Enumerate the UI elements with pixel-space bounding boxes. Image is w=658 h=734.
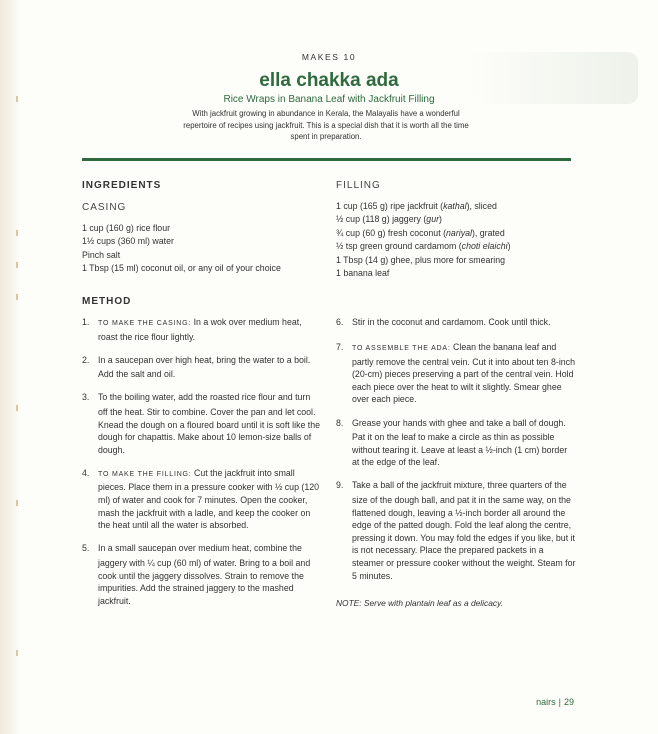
filling-item: 1 Tbsp (14 g) ghee, plus more for smearing	[336, 254, 506, 265]
method-step: 4. TO MAKE THE FILLING: Cut the jackfruit into small pieces. Place them in a pressure cooker with ½ cup (120 ml) of water and cook for 7 minutes. Open the cooker, mash the jackfruit with a ladle, and keep the cooker on the heat until all the water is absorbed.	[82, 467, 320, 531]
method-step: 2. In a saucepan over high heat, bring the water to a boil. Add the salt and oil.	[82, 354, 311, 380]
casing-list	[82, 222, 322, 276]
method-step: 1. TO MAKE THE CASING: In a wok over medium heat, roast the rice flour lightly.	[82, 317, 302, 342]
serving-note: NOTE: Serve with plantain leaf as a delicacy.	[336, 598, 503, 608]
recipe-intro: With jackfruit growing in abundance in Kerala, the Malayalis have a wonderful repertoire of recipes using jackfruit. This is a special dish that it is worth all the time spent in preparation.	[183, 109, 469, 141]
method-step: 9. Take a ball of the jackfruit mixture, three quarters of the size of the dough ball, and pat it in the same way, on the flattened dough, leaving a ½-inch border all around the edge of the patted dough. Fold the leaf along the centre, pressing it down. You may fold the edges if you like, but it is not necessary. Place the prepared packets in a steamer or pressure cooker without the weight. Steam for 5 minutes.	[336, 480, 576, 581]
filling-item: ½ tsp green ground cardamom (choti elaichi)	[336, 241, 511, 252]
filling-item: ¾ cup (60 g) fresh coconut (nariyal), grated	[336, 227, 505, 238]
filling-item: 1 cup (165 g) ripe jackfruit (kathal), sliced	[336, 201, 497, 211]
method-heading: METHOD	[82, 296, 132, 307]
filling-list	[336, 200, 576, 280]
page-footer: nairs | 29	[536, 697, 574, 707]
makes-count: MAKES 10	[301, 52, 357, 62]
method-step: 8. Grease your hands with ghee and take a ball of dough. Pat it on the leaf to make a circle as thin as possible without tearing it. Leave at least a ½-inch (1 cm) border at the edge of the leaf.	[336, 417, 568, 468]
page-binding-edge	[0, 0, 20, 734]
header-divider	[82, 158, 571, 161]
method-step: 6. Stir in the coconut and cardamom. Cook until thick.	[336, 317, 551, 327]
method-step: 3. To the boiling water, add the roasted rice flour and turn off the heat. Stir to combine. Cover the pan and let cool. Knead the dough on a floured board until it is soft like the dough for chapattis. Make about 10 lemon-size balls of dough.	[82, 392, 321, 455]
filling-item: ½ cup (118 g) jaggery (gur)	[336, 214, 442, 225]
casing-heading: CASING	[82, 202, 127, 213]
method-steps-left	[82, 316, 322, 618]
filling-item: 1 banana leaf	[336, 268, 390, 279]
casing-item: 1 Tbsp (15 ml) coconut oil, or any oil of your choice	[82, 263, 281, 274]
method-steps-right	[336, 316, 576, 593]
casing-item: 1½ cups (360 ml) water	[82, 236, 174, 247]
casing-item: 1 cup (160 g) rice flour	[82, 223, 171, 233]
recipe-subtitle: Rice Wraps in Banana Leaf with Jackfruit Filling	[223, 94, 435, 105]
filling-heading: FILLING	[336, 180, 381, 191]
ingredients-heading: INGREDIENTS	[82, 180, 162, 191]
method-step: 5. In a small saucepan over medium heat, combine the jaggery with ¼ cup (60 ml) of water. Bring to a boil and cook until the jaggery dissolves. Strain to remove the impurities. Add the strained jaggery to the mashed jackfruit.	[82, 543, 311, 606]
recipe-title: ella chakka ada	[259, 70, 399, 91]
method-step: 7. TO ASSEMBLE THE ADA: Clean the banana leaf and partly remove the central vein. Cut it into about ten 8-inch (20-cm) pieces preserving a part of the central vein. Hold each piece over the heat to wilt it slightly. Smear ghee over each piece.	[336, 342, 575, 405]
footer-section: nairs	[536, 697, 556, 707]
casing-item: Pinch salt	[82, 249, 121, 260]
page-number: 29	[563, 697, 574, 707]
